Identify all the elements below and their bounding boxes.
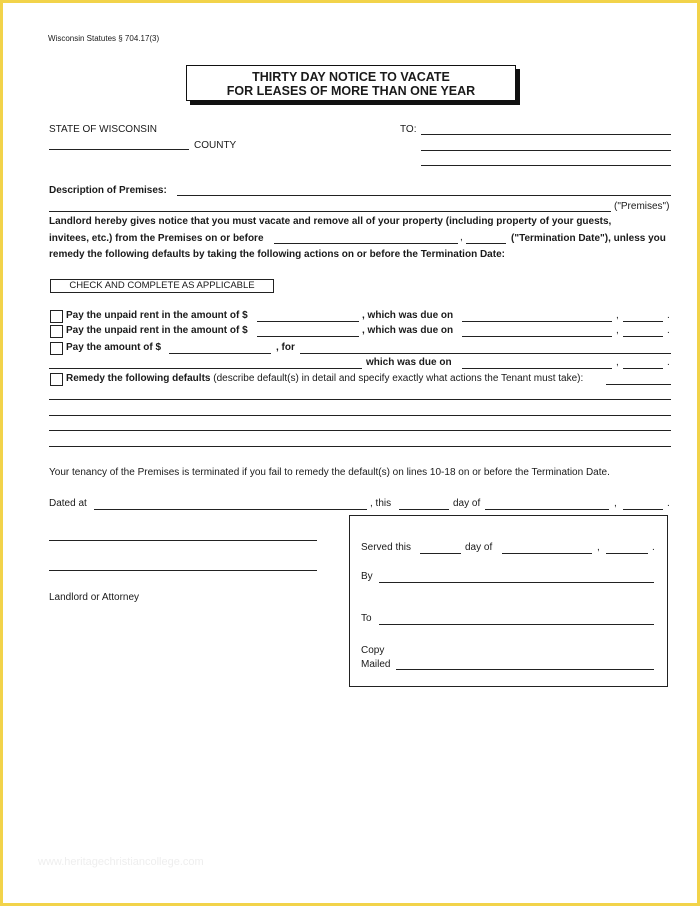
description-label: Description of Premises: (49, 185, 167, 196)
dated-at-label: Dated at (49, 498, 87, 509)
comma: , (614, 498, 617, 509)
due-on-label: which was due on (366, 357, 452, 368)
remedy-field-start[interactable] (606, 384, 671, 385)
for-label: , for (276, 342, 295, 353)
period: . (667, 498, 670, 509)
notice-line-2-end: ("Termination Date"), unless you (511, 233, 666, 244)
title-line-2: FOR LEASES OF MORE THAN ONE YEAR (226, 84, 476, 98)
rent-label-1: Pay the unpaid rent in the amount of $ (66, 310, 248, 321)
remedy-description: (describe default(s) in detail and specify exactly what actions the Tenant must take): (213, 373, 584, 384)
due-year-field-3[interactable] (623, 368, 663, 369)
for-field-line-2[interactable] (49, 368, 362, 369)
by-label: By (361, 571, 373, 582)
served-by-field[interactable] (379, 582, 654, 583)
description-field-line-2[interactable] (49, 211, 611, 212)
to2-label: To (361, 613, 372, 624)
mailed-field[interactable] (396, 669, 654, 670)
notice-line-1: Landlord hereby gives notice that you must vacate and remove all of your property (including property of your guests, (49, 216, 612, 227)
watermark: www.heritagechristiancollege.com (38, 856, 204, 868)
dated-month-field[interactable] (485, 509, 609, 510)
county-name-field[interactable] (49, 149, 189, 150)
remedy-line-2[interactable] (49, 415, 671, 416)
this-label: , this (370, 498, 392, 509)
period: . (667, 310, 670, 321)
title-box (186, 65, 516, 101)
day-of-label: day of (453, 498, 481, 509)
served-this-label: Served this (361, 542, 412, 553)
copy-label: Copy (361, 645, 385, 656)
due-date-field-1[interactable] (462, 321, 612, 322)
to-field-line-3[interactable] (421, 165, 671, 166)
for-field[interactable] (300, 353, 671, 354)
comma: , (616, 357, 619, 368)
form-page (3, 3, 697, 903)
service-box (349, 515, 668, 687)
due-date-field-3[interactable] (462, 368, 612, 369)
remedy-line-3[interactable] (49, 430, 671, 431)
pay-amount-checkbox[interactable] (50, 342, 63, 355)
comma: , (460, 232, 463, 243)
remedy-line (66, 373, 583, 384)
state-label: STATE OF WISCONSIN (49, 124, 157, 135)
period: . (667, 357, 670, 368)
comma: , (616, 310, 619, 321)
pay-amount-label: Pay the amount of $ (66, 342, 162, 353)
served-day-field[interactable] (420, 553, 461, 554)
remedy-line-1[interactable] (49, 399, 671, 400)
period: . (652, 542, 655, 553)
mailed-label: Mailed (361, 659, 391, 670)
to-field-line-2[interactable] (421, 150, 671, 151)
remedy-bold-label: Remedy the following defaults (66, 373, 211, 384)
dated-day-field[interactable] (399, 509, 449, 510)
termination-date-field[interactable] (274, 243, 458, 244)
termination-year-field[interactable] (466, 243, 506, 244)
due-year-field-1[interactable] (623, 321, 663, 322)
pay-amount-field[interactable] (169, 353, 271, 354)
description-field-line-1[interactable] (177, 195, 671, 196)
notice-line-3: remedy the following defaults by taking the following actions on or before the Termination Date: (49, 249, 505, 260)
due-label-1: , which was due on (362, 310, 454, 321)
served-year-field[interactable] (606, 553, 648, 554)
comma: , (597, 542, 600, 553)
remedy-checkbox[interactable] (50, 373, 63, 386)
signature-line-2[interactable] (49, 570, 317, 571)
title-line-1: THIRTY DAY NOTICE TO VACATE (252, 70, 450, 84)
rent-label-2: Pay the unpaid rent in the amount of $ (66, 325, 248, 336)
rent-amount-field-1[interactable] (257, 321, 359, 322)
comma: , (616, 325, 619, 336)
due-year-field-2[interactable] (623, 336, 663, 337)
remedy-line-4[interactable] (49, 446, 671, 447)
dated-year-field[interactable] (623, 509, 663, 510)
statute-reference: Wisconsin Statutes § 704.17(3) (48, 34, 160, 43)
due-label-2: , which was due on (362, 325, 454, 336)
landlord-label: Landlord or Attorney (49, 592, 140, 603)
period: . (667, 325, 670, 336)
served-month-field[interactable] (502, 553, 592, 554)
check-header: CHECK AND COMPLETE AS APPLICABLE (50, 279, 274, 293)
rent-checkbox-1[interactable] (50, 310, 63, 323)
county-label: COUNTY (194, 140, 237, 151)
signature-line-1[interactable] (49, 540, 317, 541)
served-to-field[interactable] (379, 624, 654, 625)
rent-checkbox-2[interactable] (50, 325, 63, 338)
to-field-line-1[interactable] (421, 134, 671, 135)
to-label: TO: (400, 124, 417, 135)
dated-at-field[interactable] (94, 509, 367, 510)
served-day-of-label: day of (465, 542, 493, 553)
due-date-field-2[interactable] (462, 336, 612, 337)
tenancy-text: Your tenancy of the Premises is terminated if you fail to remedy the default(s) on lines 10-18 on or before the Termination Date. (49, 467, 610, 478)
notice-line-2-start: invitees, etc.) from the Premises on or before (49, 233, 264, 244)
premises-suffix: ("Premises") (614, 201, 670, 212)
rent-amount-field-2[interactable] (257, 336, 359, 337)
